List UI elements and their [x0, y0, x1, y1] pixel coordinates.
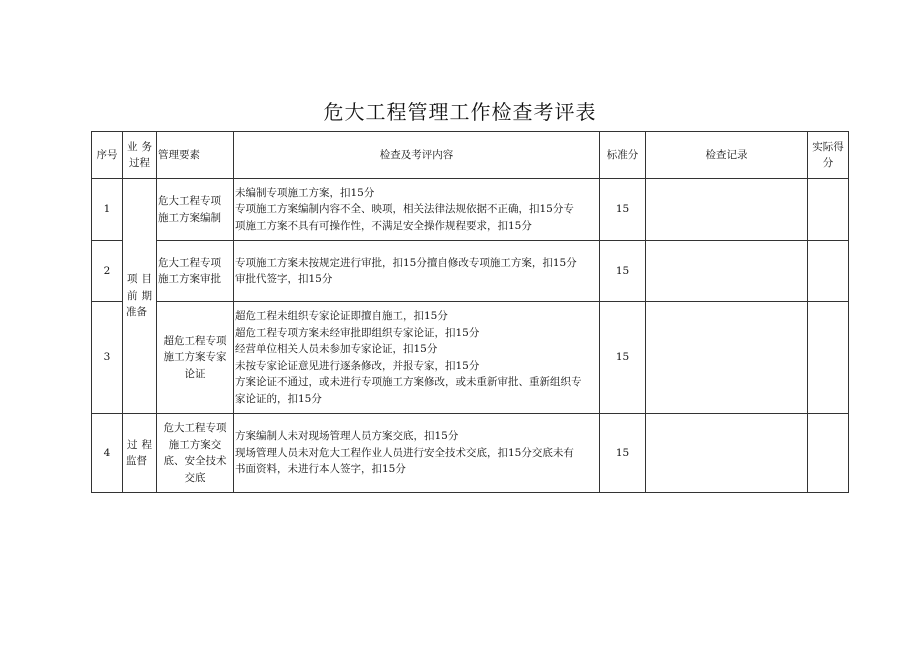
row-content: [234, 302, 600, 414]
element-line: 底、安全技术: [163, 455, 227, 467]
page-title: 危大工程管理工作检查考评表: [323, 100, 597, 124]
content-line: 专项施工方案编制内容不全、映项，相关法律法规依据不正确，扣15分专: [235, 203, 574, 216]
header-seq: 序号: [92, 132, 123, 179]
table-header-row: [92, 132, 849, 179]
row-seq: 1: [92, 179, 123, 241]
row-record-cell[interactable]: [646, 241, 808, 302]
row-score: 15: [600, 302, 646, 414]
header-actual-line-2: 分: [822, 157, 834, 169]
row-record-cell[interactable]: [646, 179, 808, 241]
header-process-char-2: 务: [141, 140, 152, 153]
row-element: [157, 179, 234, 241]
element-line: 施工方案专家: [163, 351, 227, 364]
row-score: 15: [600, 179, 646, 241]
content-line: 项施工方案不具有可操作性，不满足安全操作规程要求，扣15分: [235, 219, 532, 232]
content-line: 超危工程未组织专家论证即擅自施工，扣15分: [235, 310, 448, 322]
element-line: 危大工程专项: [158, 195, 221, 207]
row-actual-cell[interactable]: [808, 414, 849, 493]
table-row: [92, 179, 849, 241]
header-actual-line-1: 实际得: [812, 140, 844, 153]
row-seq: 4: [92, 414, 123, 493]
row-seq: 2: [92, 241, 123, 302]
element-line: 施工方案审批: [158, 273, 221, 285]
header-process: [123, 132, 157, 179]
row-actual-cell[interactable]: [808, 179, 849, 241]
content-line: 方案编制人未对现场管理人员方案交底，扣15分: [235, 430, 459, 443]
content-line: 未编制专项施工方案，扣15分: [235, 186, 375, 199]
element-line: 论证: [184, 367, 206, 380]
content-line: 书面资料，未进行本人签字，扣15分: [235, 463, 406, 476]
element-line: 超危工程专项: [163, 334, 227, 347]
group-prep-char-1: 项: [127, 273, 138, 286]
header-record: 检查记录: [646, 132, 808, 179]
row-element: [157, 302, 234, 414]
group-proc-char-1: 过: [127, 438, 138, 451]
row-actual-cell[interactable]: [808, 302, 849, 414]
row-score: 15: [600, 241, 646, 302]
group-proc-line-2: 监督: [126, 455, 147, 467]
content-line: 超危工程专项方案未经审批即组织专家论证，扣15分: [235, 326, 480, 339]
table-row: [92, 302, 849, 414]
row-record-cell[interactable]: [646, 414, 808, 493]
content-line: 家论证的，扣15分: [235, 392, 322, 405]
group-prep-line-3: 准备: [126, 306, 147, 319]
row-seq: 3: [92, 302, 123, 414]
row-content: [234, 179, 600, 241]
table-row: [92, 241, 849, 302]
element-line: 施工方案交: [168, 438, 222, 451]
header-content: 检查及考评内容: [234, 132, 600, 179]
header-elements: 管理要素: [157, 132, 234, 179]
row-score: 15: [600, 414, 646, 493]
group-prep-char-2: 目: [141, 273, 152, 286]
element-line: 交底: [184, 471, 206, 484]
group-proc-char-2: 程: [141, 438, 152, 451]
content-line: 专项施工方案未按规定进行审批，扣15分擅自修改专项施工方案，扣15分: [235, 256, 577, 269]
table-row: [92, 414, 849, 493]
header-actual: [808, 132, 849, 179]
content-line: 方案论证不通过，或未进行专项施工方案修改，或未重新审批、重新组织专: [235, 376, 582, 388]
inspection-table: [91, 131, 849, 493]
element-line: 施工方案编制: [158, 211, 221, 224]
group-prep-char-4: 期: [141, 289, 152, 302]
header-process-char-1: 业: [127, 140, 138, 153]
content-line: 经营单位相关人员未参加专家论证，扣15分: [235, 343, 438, 355]
element-line: 危大工程专项: [163, 422, 227, 434]
row-element: [157, 414, 234, 493]
header-process-line-2: 过程: [129, 157, 150, 169]
row-content: [234, 241, 600, 302]
header-standard: 标准分: [600, 132, 646, 179]
row-actual-cell[interactable]: [808, 241, 849, 302]
content-line: 现场管理人员未对危大工程作业人员进行安全技术交底，扣15分交底未有: [235, 446, 574, 459]
row-record-cell[interactable]: [646, 302, 808, 414]
group-process-supervision: [123, 414, 157, 493]
group-project-prep: [123, 179, 157, 414]
row-content: [234, 414, 600, 493]
content-line: 审批代签字，扣15分: [235, 273, 333, 285]
element-line: 危大工程专项: [158, 256, 221, 269]
row-element: [157, 241, 234, 302]
content-line: 未按专家论证意见进行逐条修改，并报专家，扣15分: [235, 359, 480, 372]
group-prep-char-3: 前: [127, 289, 138, 302]
